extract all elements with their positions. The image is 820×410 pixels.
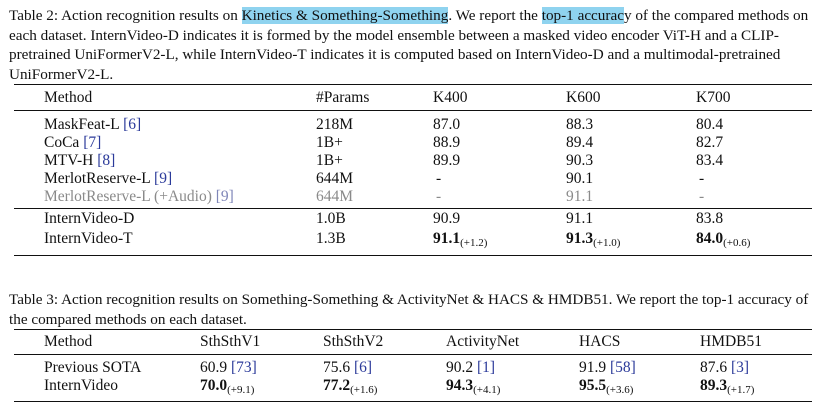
table2-ours-rule [14,208,812,209]
table3-header-sthsthv1: SthSthV1 [200,333,261,350]
table2-header-rule [14,110,812,111]
table3-header-hacs: HACS [579,333,621,350]
table3-bottom-rule [14,401,812,402]
table3-header-method: Method [44,333,93,350]
table2-caption: Table 2: Action recognition results on Kinetics & Something-Something. We report the top-1 accuracy of the compared methods on each dataset. InternVideo-D indicates it is formed by the model ensemble between a masked video encoder ViT-H and a CLIP-pretrained UniFormerV2-L, while InternVideo-T indicates it is computed based on InternVideo-D and a multimodal-pretrained UniFormerV2-L. [9,7,809,83]
table2-header-k400: K400 [433,89,468,106]
table2-header-params: #Params [316,89,370,106]
table2-header-k600: K600 [566,89,601,106]
table2-top-rule [14,84,812,85]
table3-header-hmdb51: HMDB51 [700,333,763,350]
table2-bottom-rule [14,255,812,256]
table3-top-rule [14,329,812,330]
table2-header-k700: K700 [696,89,731,106]
table3-header-activitynet: ActivityNet [446,333,520,350]
table3-header-sthsthv2: SthSthV2 [323,333,384,350]
highlight-kinetics: Kinetics & Something-Something [241,7,449,24]
table2-header-method: Method [44,89,93,106]
table3-caption: Table 3: Action recognition results on Something-Something & ActivityNet & HACS & HMDB51. We report the top-1 accuracy of the compared methods on each dataset. [9,291,809,328]
highlight-top1-accuracy: top-1 accurac [541,7,624,24]
table3-header-rule [14,354,812,355]
